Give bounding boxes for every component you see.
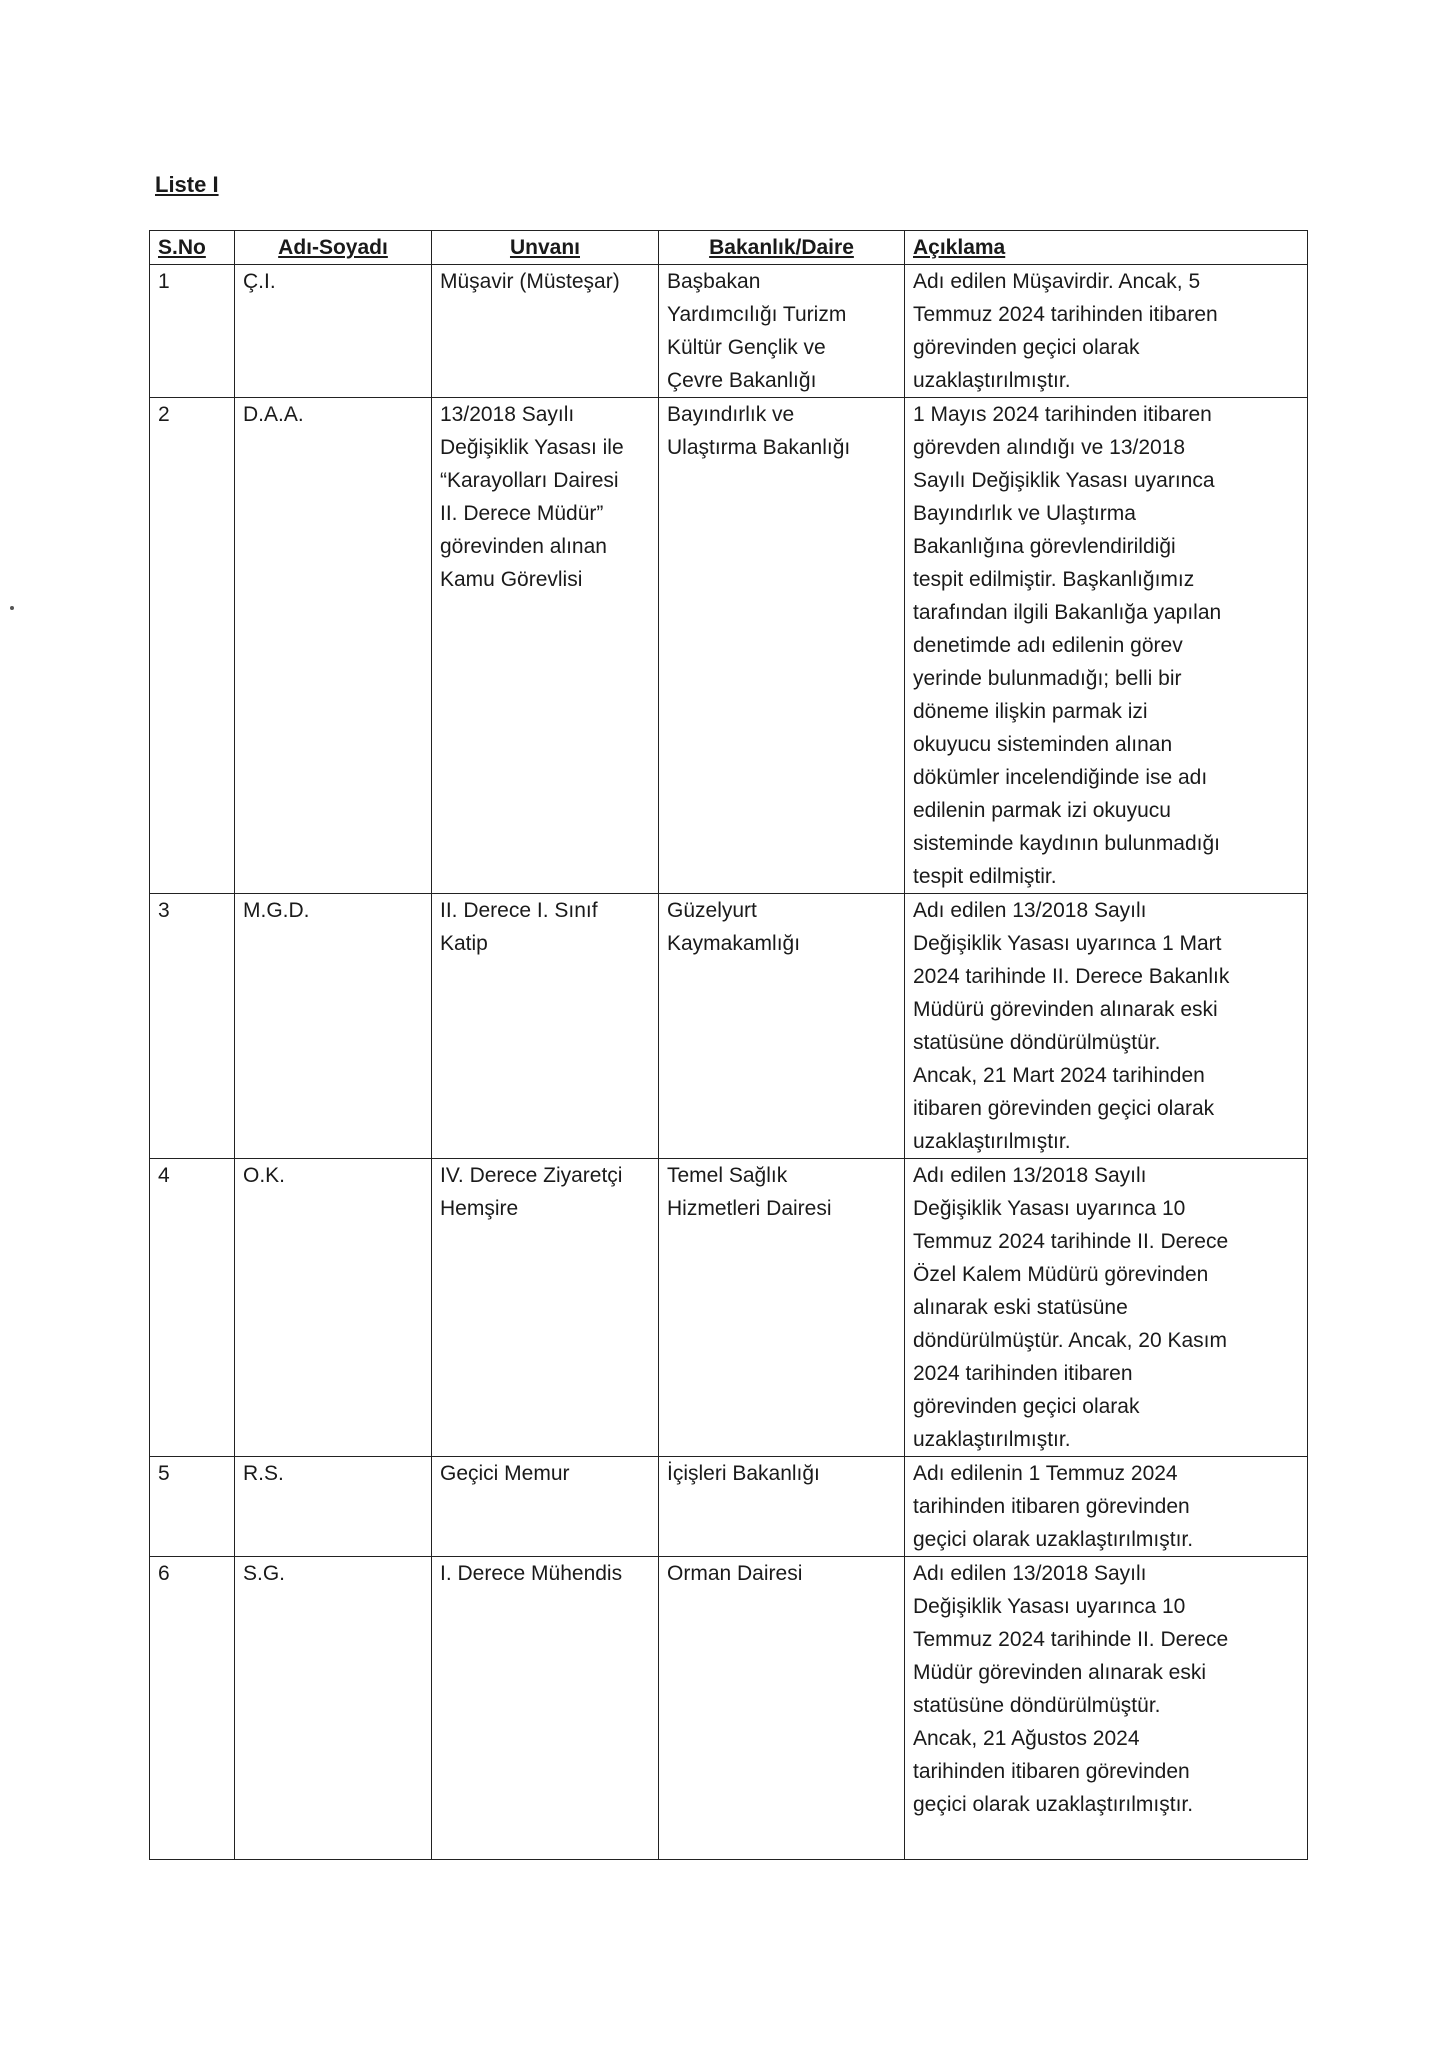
- cell-name: O.K.: [235, 1159, 432, 1457]
- table-row: [150, 398, 1308, 894]
- cell-name: S.G.: [235, 1557, 432, 1860]
- header-sno: S.No: [150, 231, 235, 265]
- cell-description: Adı edilen 13/2018 Sayılı Değişiklik Yasası uyarınca 10 Temmuz 2024 tarihinde II. Derece Müdür görevinden alınarak eski statüsüne döndürülmüştür. Ancak, 21 Ağustos 2024 tarihinden itibaren görevinden geçici olarak uzaklaştırılmıştır.: [905, 1557, 1308, 1860]
- cell-name: R.S.: [235, 1457, 432, 1557]
- cell-ministry: Bayındırlık ve Ulaştırma Bakanlığı: [659, 398, 905, 894]
- table-body: [150, 265, 1308, 1860]
- cell-ministry: Başbakan Yardımcılığı Turizm Kültür Gençlik ve Çevre Bakanlığı: [659, 265, 905, 398]
- header-name: Adı-Soyadı: [235, 231, 432, 265]
- cell-ministry: Güzelyurt Kaymakamlığı: [659, 894, 905, 1159]
- cell-description: Adı edilen 13/2018 Sayılı Değişiklik Yasası uyarınca 10 Temmuz 2024 tarihinde II. Derece Özel Kalem Müdürü görevinden alınarak eski statüsüne döndürülmüştür. Ancak, 20 Kasım 2024 tarihinden itibaren görevinden geçici olarak uzaklaştırılmıştır.: [905, 1159, 1308, 1457]
- cell-description: Adı edilen 13/2018 Sayılı Değişiklik Yasası uyarınca 1 Mart 2024 tarihinde II. Derece Bakanlık Müdürü görevinden alınarak eski statüsüne döndürülmüştür. Ancak, 21 Mart 2024 tarihinden itibaren görevinden geçici olarak uzaklaştırılmıştır.: [905, 894, 1308, 1159]
- table-row: [150, 1557, 1308, 1860]
- list-title: Liste I: [155, 172, 219, 197]
- cell-title: IV. Derece Ziyaretçi Hemşire: [432, 1159, 659, 1457]
- cell-ministry: Orman Dairesi: [659, 1557, 905, 1860]
- header-row: [150, 231, 1308, 265]
- cell-title: Müşavir (Müsteşar): [432, 265, 659, 398]
- cell-name: D.A.A.: [235, 398, 432, 894]
- table-header: [150, 231, 1308, 265]
- scan-speck: [10, 606, 14, 610]
- cell-sno: 4: [150, 1159, 235, 1457]
- cell-sno: 5: [150, 1457, 235, 1557]
- table-row: [150, 894, 1308, 1159]
- cell-description: Adı edilen Müşavirdir. Ancak, 5 Temmuz 2024 tarihinden itibaren görevinden geçici olarak uzaklaştırılmıştır.: [905, 265, 1308, 398]
- records-table: [149, 230, 1308, 1860]
- cell-description: 1 Mayıs 2024 tarihinden itibaren görevden alındığı ve 13/2018 Sayılı Değişiklik Yasası uyarınca Bayındırlık ve Ulaştırma Bakanlığına görevlendirildiği tespit edilmiştir. Başkanlığımız tarafından ilgili Bakanlığa yapılan denetimde adı edilenin görev yerinde bulunmadığı; belli bir döneme ilişkin parmak izi okuyucu sisteminden alınan dökümler incelendiğinde ise adı edilenin parmak izi okuyucu sisteminde kaydının bulunmadığı tespit edilmiştir.: [905, 398, 1308, 894]
- header-title: Unvanı: [432, 231, 659, 265]
- table-row: [150, 1159, 1308, 1457]
- table-row: [150, 265, 1308, 398]
- table-row: [150, 1457, 1308, 1557]
- cell-title: 13/2018 Sayılı Değişiklik Yasası ile “Karayolları Dairesi II. Derece Müdür” görevinden alınan Kamu Görevlisi: [432, 398, 659, 894]
- cell-sno: 2: [150, 398, 235, 894]
- cell-title: I. Derece Mühendis: [432, 1557, 659, 1860]
- cell-sno: 6: [150, 1557, 235, 1860]
- cell-name: Ç.I.: [235, 265, 432, 398]
- cell-title: Geçici Memur: [432, 1457, 659, 1557]
- header-description: Açıklama: [905, 231, 1308, 265]
- cell-sno: 3: [150, 894, 235, 1159]
- cell-title: II. Derece I. Sınıf Katip: [432, 894, 659, 1159]
- cell-sno: 1: [150, 265, 235, 398]
- header-ministry: Bakanlık/Daire: [659, 231, 905, 265]
- cell-ministry: Temel Sağlık Hizmetleri Dairesi: [659, 1159, 905, 1457]
- cell-name: M.G.D.: [235, 894, 432, 1159]
- cell-description: Adı edilenin 1 Temmuz 2024 tarihinden itibaren görevinden geçici olarak uzaklaştırılmıştır.: [905, 1457, 1308, 1557]
- cell-ministry: İçişleri Bakanlığı: [659, 1457, 905, 1557]
